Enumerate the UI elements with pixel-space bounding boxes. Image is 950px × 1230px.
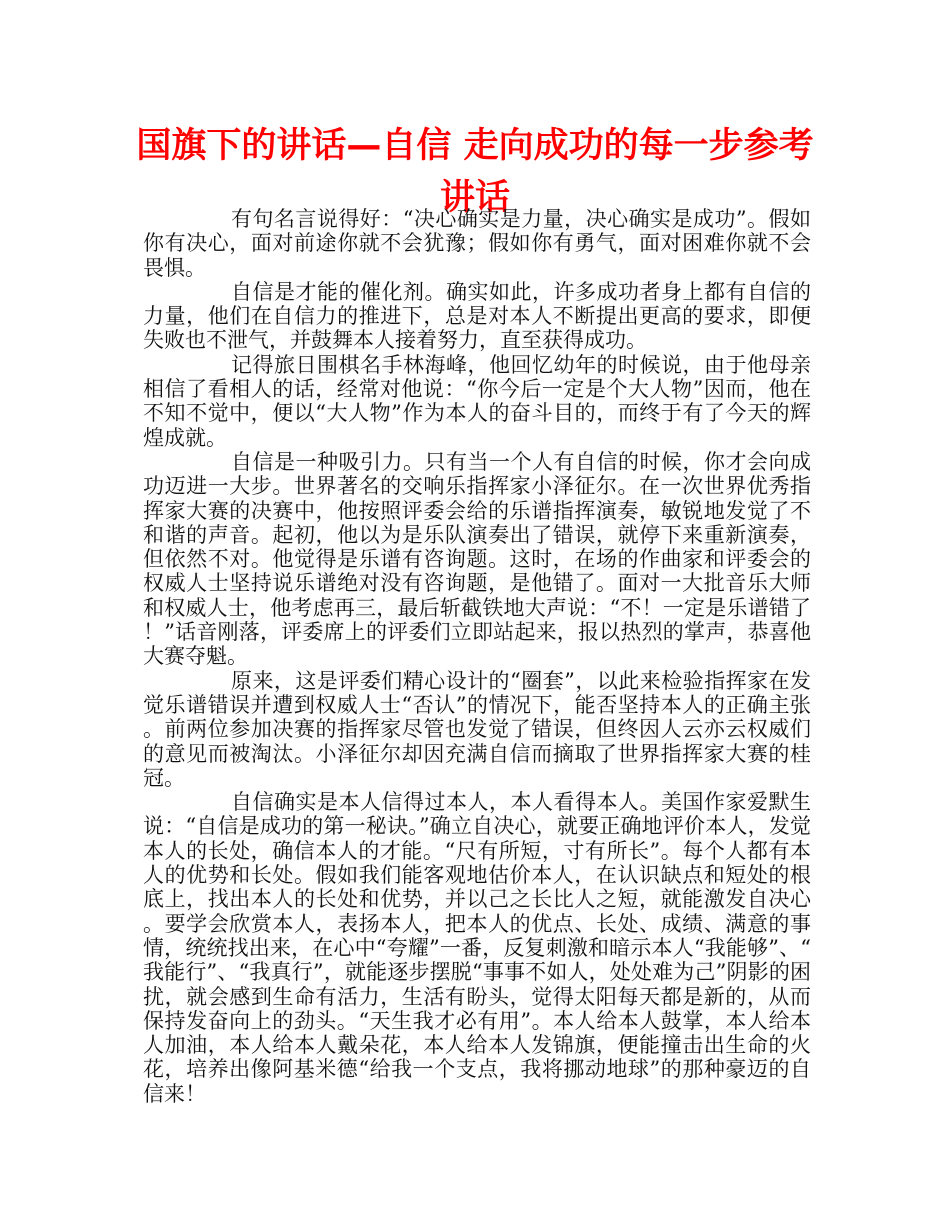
paragraph-5: 原来，这是评委们精心设计的“圈套”，以此来检验指挥家在发觉乐谱错误并遭到权威人士“否认”的情况下，能否坚持本人的正确主张。前两位参加决赛的指挥家尽管也发觉了错误，但终因人云亦云权威们的意见而被淘汰。小泽征尔却因充满自信而摘取了世界指挥家大赛的桂冠。 [143,668,811,790]
paragraph-1: 有句名言说得好：“决心确实是力量，决心确实是成功”。假如你有决心，面对前途你就不会犹豫；假如你有勇气，面对困难你就不会畏惧。 [143,207,811,280]
paragraph-2: 自信是才能的催化剂。确实如此，许多成功者身上都有自信的力量，他们在自信力的推进下，总是对本人不断提出更高的要求，即便失败也不泄气，并鼓舞本人接着努力，直至获得成功。 [143,279,811,353]
paragraph-4: 自信是一种吸引力。只有当一个人有自信的时候，你才会向成功迈进一大步。世界著名的交响乐指挥家小泽征尔。在一次世界优秀指挥家大赛的决赛中，他按照评委会给的乐谱指挥演奏，敏锐地发觉了不和谐的声音。起初，他以为是乐队演奏出了错误，就停下来重新演奏，但依然不对。他觉得是乐谱有咨询题。这时，在场的作曲家和评委会的权威人士坚持说乐谱绝对没有咨询题，是他错了。面对一大批音乐大师和权威人士，他考虑再三，最后斩截铁地大声说：“不！一定是乐谱错了！”话音刚落，评委席上的评委们立即站起来，报以热烈的掌声，恭喜他大赛夺魁。 [143,449,811,669]
paragraph-3: 记得旅日围棋名手林海峰，他回忆幼年的时候说，由于他母亲相信了看相人的话，经常对他说：“你今后一定是个大人物”因而，他在不知不觉中，便以“大人物”作为本人的奋斗目的，而终于有了今天的辉煌成就。 [143,352,811,450]
document-body [143,207,811,1106]
paragraph-6: 自信确实是本人信得过本人，本人看得本人。美国作家爱默生说：“自信是成功的第一秘诀。”确立自决心，就要正确地评价本人，发觉本人的长处，确信本人的才能。“尺有所短，寸有所长”。每个人都有本人的优势和长处。假如我们能客观地估价本人，在认识缺点和短处的根底上，找出本人的长处和优势，并以己之长比人之短，就能激发自决心。要学会欣赏本人，表扬本人，把本人的优点、长处、成绩、满意的事情，统统找出来，在心中“夸耀”一番，反复刺激和暗示本人“我能够”、“我能行”、“我真行”，就能逐步摆脱“事事不如人，处处难为己”阴影的困扰，就会感到生命有活力，生活有盼头，觉得太阳每天都是新的，从而保持发奋向上的劲头。“天生我才必有用”。本人给本人鼓掌，本人给本人加油，本人给本人戴朵花，本人给本人发锦旗，便能撞击出生命的火花，培养出像阿基米德“给我一个支点，我将挪动地球”的那种豪迈的自信来！ [143,790,811,1106]
document-title: 国旗下的讲话—自信 走向成功的每一步参考讲话 [136,126,814,218]
